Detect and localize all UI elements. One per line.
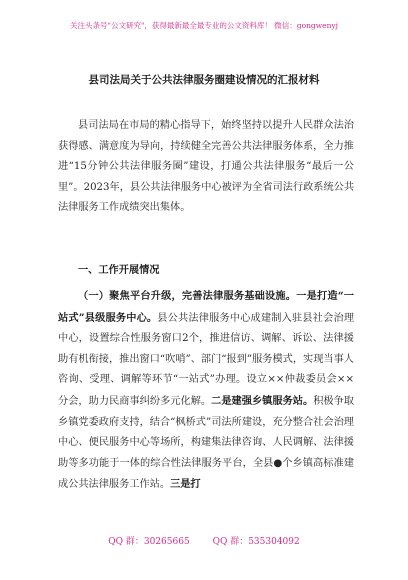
intro-paragraph (58, 116, 354, 219)
qq-group-2: QQ 群：535304092 (212, 537, 300, 547)
promo-header: 关注头条号"公文研究"，获得最新最全最专业的公文资料库！ 微信：gongwenyj (70, 21, 338, 30)
section-heading-1: 一、工作开展情况 (78, 264, 160, 276)
paragraph-text-1: 县公共法律服务中心成建制入驻县社会治理中心，设置综合性服务窗口2个，推进信访、调解、诉讼、法律援助有机衔接，推出窗口“吹哨”、部门“报到”服务模式，实现当事人咨询、受理、调解等环节“一站式”办理。设立××仲裁委员会××分会，助力民商事纠纷多元化解。 (58, 312, 355, 407)
intro-text: 县司法局在市局的精心指导下，始终坚持以提升人民群众法治获得感、满意度为导向，持续健全完善公共法律服务体系，全力推进“15分钟公共法律服务圈”建设，打通公共法律服务“最后一公里”。2023年，县公共法律服务中心被评为全省司法行政系统公共法律服务工作成绩突出集体。 (58, 120, 355, 214)
paragraph-bold-2: 二是建强乡镇服务站。 (211, 394, 314, 407)
document-title: 县司法局关于公共法律服务圈建设情况的汇报材料 (88, 74, 320, 86)
paragraph-lead: （一）聚焦平台升级，完善法律服务基础设施。一是打造“一站式”县级服务中心。 (58, 290, 354, 324)
qq-group-1: QQ 群：30265665 (108, 537, 190, 547)
promo-footer (0, 534, 408, 547)
paragraph-text-2: 积极争取乡镇党委政府支持，结合“枫桥式”司法所建设，充分整合社会治理中心、便民服务中心等场所，构建集法律咨询、人民调解、法律援助等多功能于一体的综合性法律服务平台，全县●个乡镇高标准建成公共法律服务工作站。 (58, 395, 355, 491)
section-1-paragraph (58, 286, 354, 496)
paragraph-bold-3: 三是打 (170, 478, 201, 491)
